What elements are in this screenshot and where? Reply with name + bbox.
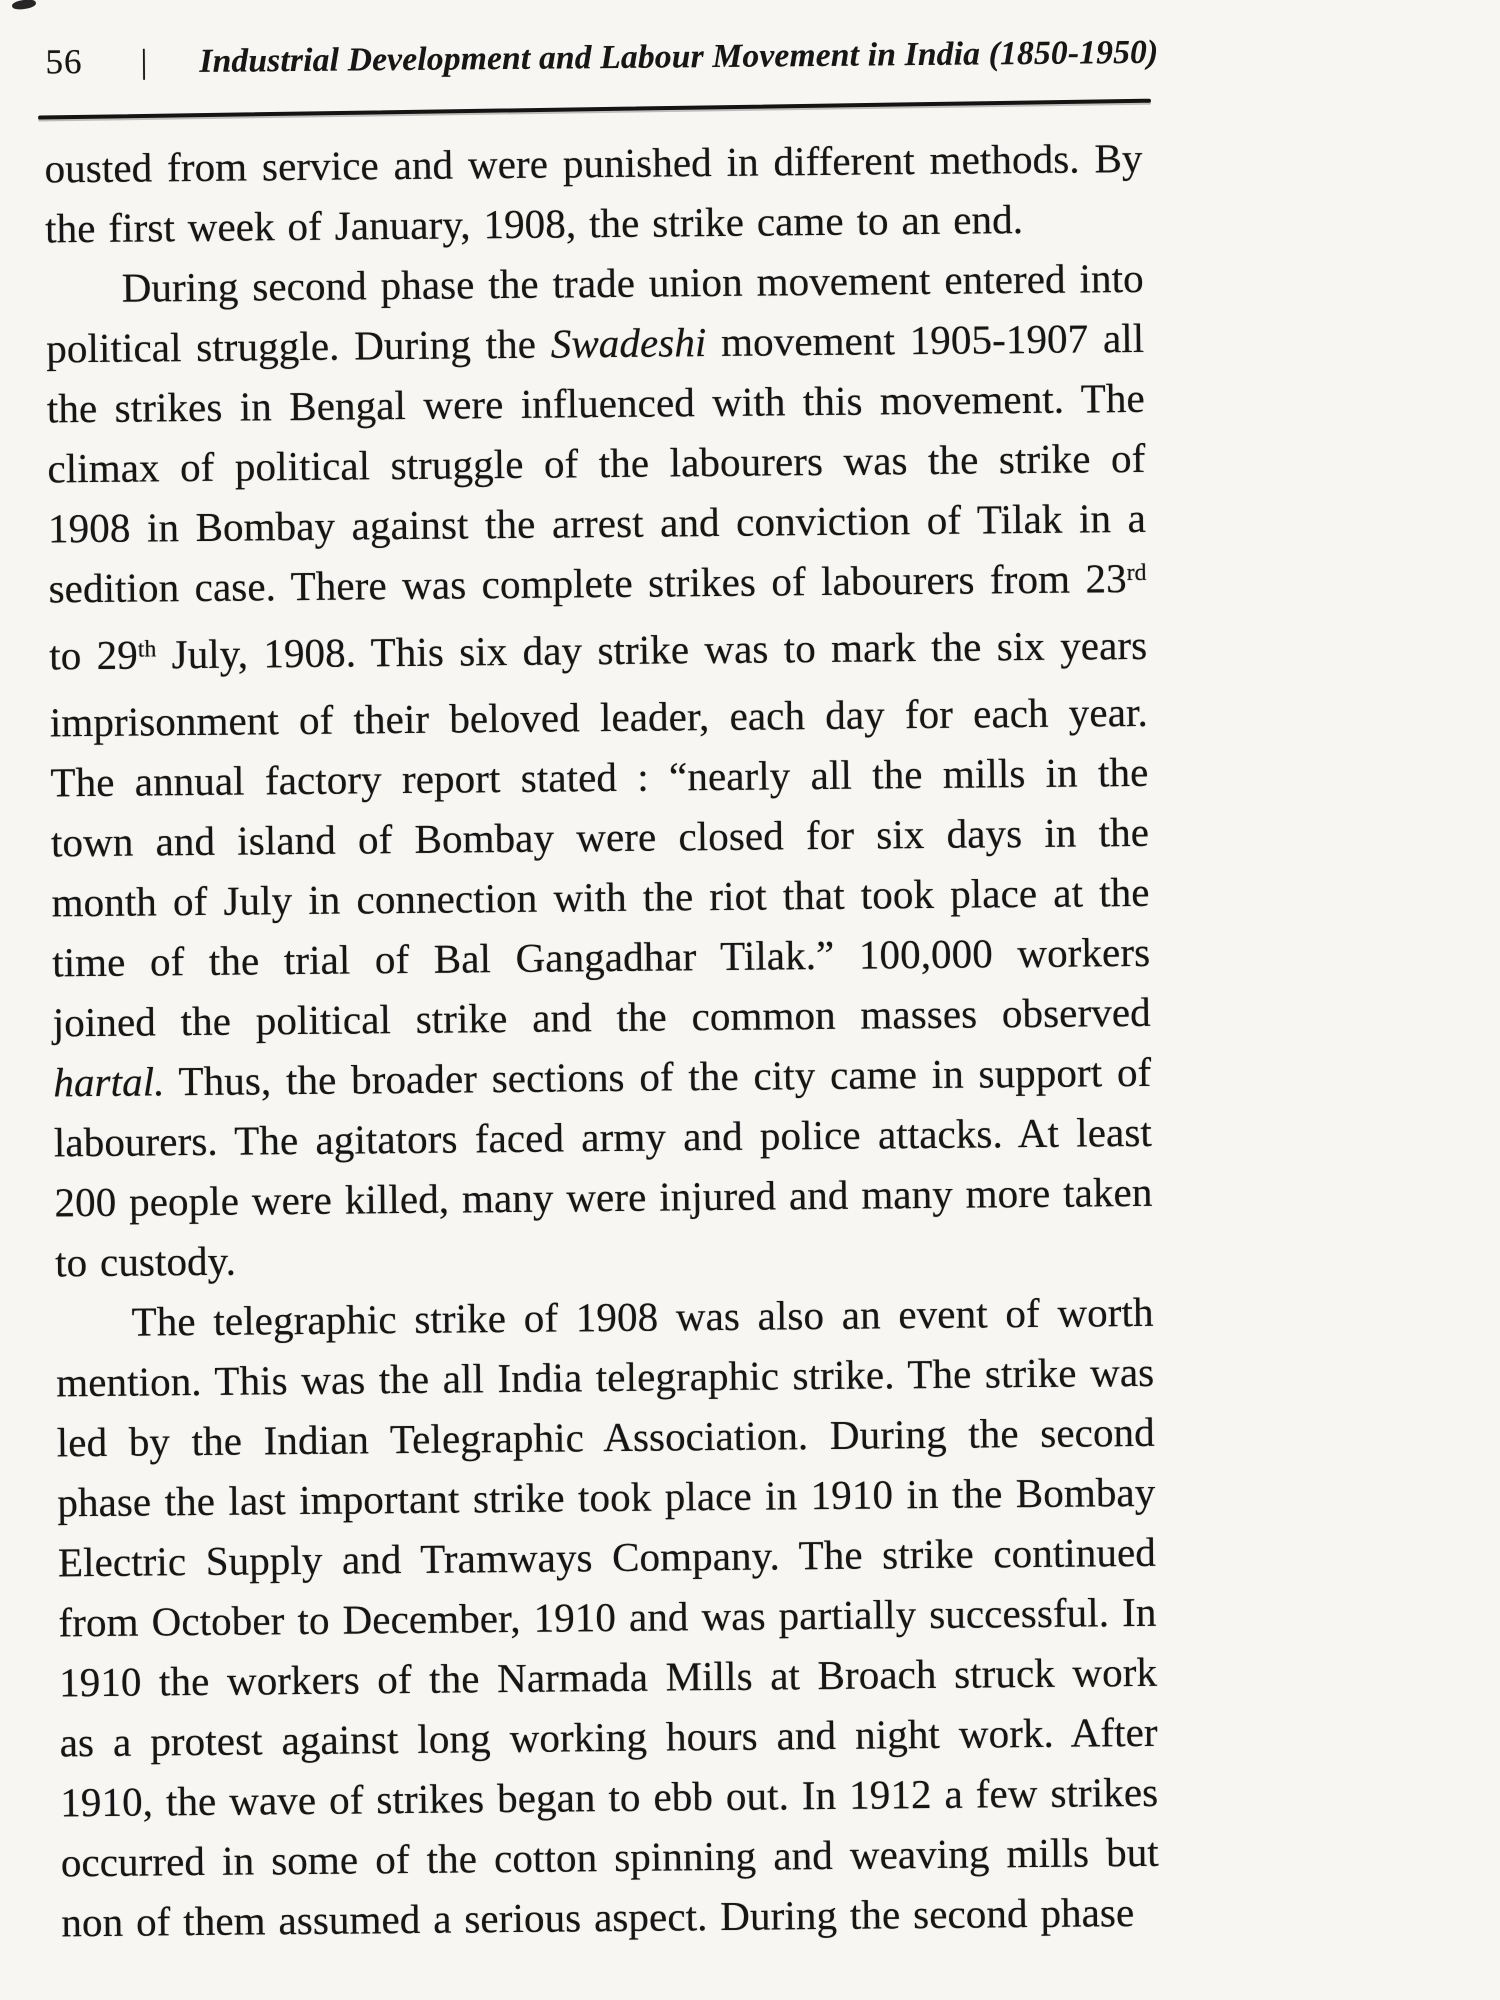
paragraph — [55, 1282, 1159, 1953]
paragraph — [45, 248, 1153, 1292]
text-segment: ousted from service and were punished in different methods. By the first week of January, 1908, the strike came to an end. — [44, 134, 1143, 252]
scan-artifact — [11, 0, 36, 11]
text-segment: to 29 — [49, 631, 139, 679]
header-divider-bar: | — [140, 43, 148, 81]
text-segment-italic: hartal. — [53, 1058, 165, 1106]
page-content — [43, 32, 1166, 1953]
page-header — [43, 32, 1159, 101]
text-segment: During second phase the trade union movement entered into political struggle. During the — [46, 254, 1144, 372]
paragraph — [44, 128, 1143, 259]
text-segment: July, 1908. This six day strike was to mark the six years imprisonment of their beloved leader, each day for each year. The annual factory report stated : “nearly all the mills in the town and island of Bombay were closed for six days in the month of July in connection with the riot that took place at the time of the trial of Bal Gangadhar Tilak.” 100,000 workers joined the political strike and the common masses observed — [49, 621, 1151, 1046]
text-segment-sup: rd — [1126, 559, 1147, 586]
text-segment: Thus, the broader sections of the city came in support of labourers. The agitators faced army and police attacks. At least 200 people were killed, many were injured and many more taken to custody. — [53, 1048, 1153, 1286]
text-segment: The telegraphic strike of 1908 was also an event of worth mention. This was the all India telegraphic strike. The strike was led by the Indian Telegraphic Association. During the second phase the last important strike took place in 1910 in the Bombay Electric Supply and Tramways Company. The strike continued from October to December, 1910 and was partially successful. In 1910 the workers of the Narmada Mills at Broach struck work as a protest against long working hours and night work. After 1910, the wave of strikes began to ebb out. In 1912 a few strikes occurred in some of the cotton spinning and weaving mills but non of them assumed a serious aspect. During the second phase — [56, 1288, 1160, 1946]
header-rule — [38, 99, 1151, 120]
running-title: Industrial Development and Labour Movement in India (1850-1950) — [199, 33, 1159, 80]
page-number: 56 — [45, 42, 83, 82]
body-text — [44, 128, 1159, 1952]
text-segment: movement 1905-1907 all the strikes in Bengal were influenced with this movement. The climax of political struggle of the labourers was the strike of 1908 in Bombay against the arrest and conviction of Tilak in a sedition case. There was complete strikes of labourers from 23 — [46, 314, 1147, 612]
text-segment-sup: th — [137, 636, 157, 663]
text-segment-italic: Swadeshi — [550, 319, 707, 367]
